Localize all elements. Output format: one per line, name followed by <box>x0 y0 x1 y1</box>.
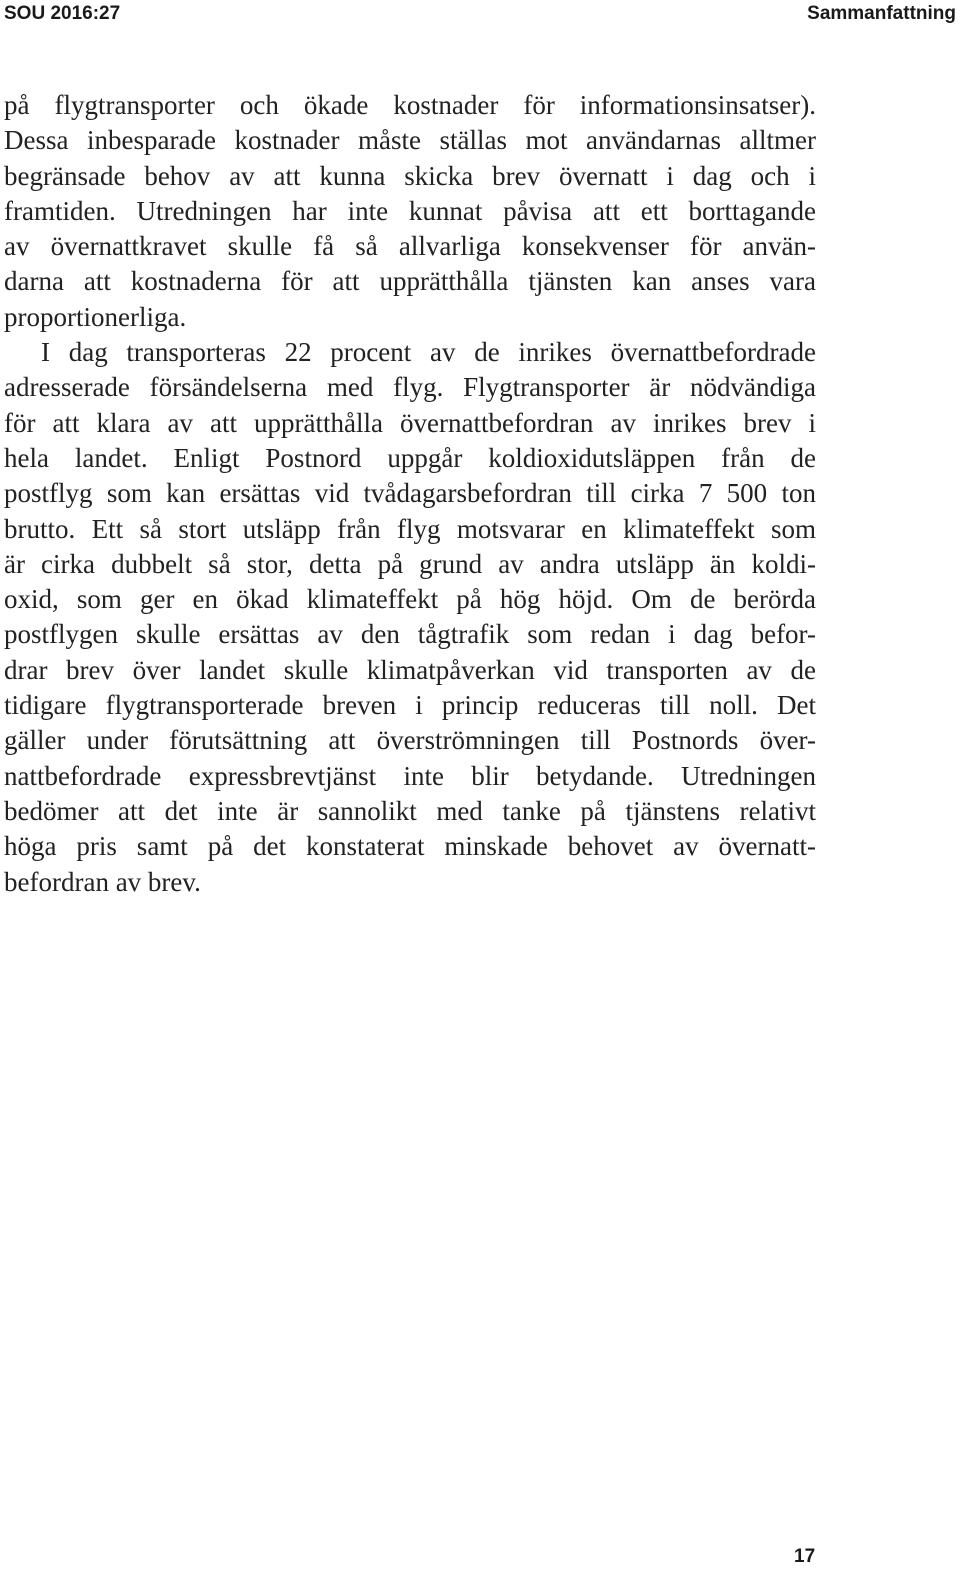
text-line: av övernattkravet skulle få så allvarliga konsekvenser för använ- <box>4 231 816 262</box>
text-line: I dag transporteras 22 procent av de inrikes övernattbefordrade <box>41 337 816 368</box>
text-line: framtiden. Utredningen har inte kunnat påvisa att ett borttagande <box>4 195 816 226</box>
text-line: nattbefordrade expressbrevtjänst inte blir betydande. Utredningen <box>4 760 816 791</box>
text-line: tidigare flygtransporterade breven i princip reduceras till noll. Det <box>4 690 816 721</box>
text-line: proportionerliga. <box>4 301 187 332</box>
paragraph-2 <box>4 335 816 900</box>
text-line: begränsade behov av att kunna skicka brev övernatt i dag och i <box>4 160 816 191</box>
text-line: höga pris samt på det konstaterat minskade behovet av övernatt- <box>4 831 816 862</box>
text-line: postflygen skulle ersättas av den tågtrafik som redan i dag befor- <box>4 619 816 650</box>
text-line: hela landet. Enligt Postnord uppgår koldioxidutsläppen från de <box>4 442 816 473</box>
section-title: Sammanfattning <box>807 3 956 24</box>
body-text <box>4 88 816 900</box>
text-line: gäller under förutsättning att överströmningen till Postnords över- <box>4 725 816 756</box>
running-header <box>4 2 956 26</box>
paragraph-1 <box>4 88 816 335</box>
text-line: adresserade försändelserna med flyg. Flygtransporter är nödvändiga <box>4 372 816 403</box>
text-line: är cirka dubbelt så stor, detta på grund av andra utsläpp än koldi- <box>4 548 816 579</box>
text-line: darna att kostnaderna för att upprätthålla tjänsten kan anses vara <box>4 266 816 297</box>
text-line: för att klara av att upprätthålla övernattbefordran av inrikes brev i <box>4 407 816 438</box>
text-line: postflyg som kan ersättas vid tvådagarsbefordran till cirka 7 500 ton <box>4 478 816 509</box>
text-line: Dessa inbesparade kostnader måste ställas mot användarnas alltmer <box>4 125 816 156</box>
text-line: oxid, som ger en ökad klimateffekt på hög höjd. Om de berörda <box>4 584 816 615</box>
text-line: drar brev över landet skulle klimatpåverkan vid transporten av de <box>4 654 816 685</box>
document-reference: SOU 2016:27 <box>4 3 121 24</box>
text-line: på flygtransporter och ökade kostnader för informationsinsatser). <box>4 90 816 120</box>
text-line: bedömer att det inte är sannolikt med tanke på tjänstens relativt <box>4 795 816 826</box>
page-number: 17 <box>794 1546 816 1567</box>
text-line: befordran av brev. <box>4 866 201 897</box>
text-line: brutto. Ett så stort utsläpp från flyg motsvarar en klimateffekt som <box>4 513 816 544</box>
